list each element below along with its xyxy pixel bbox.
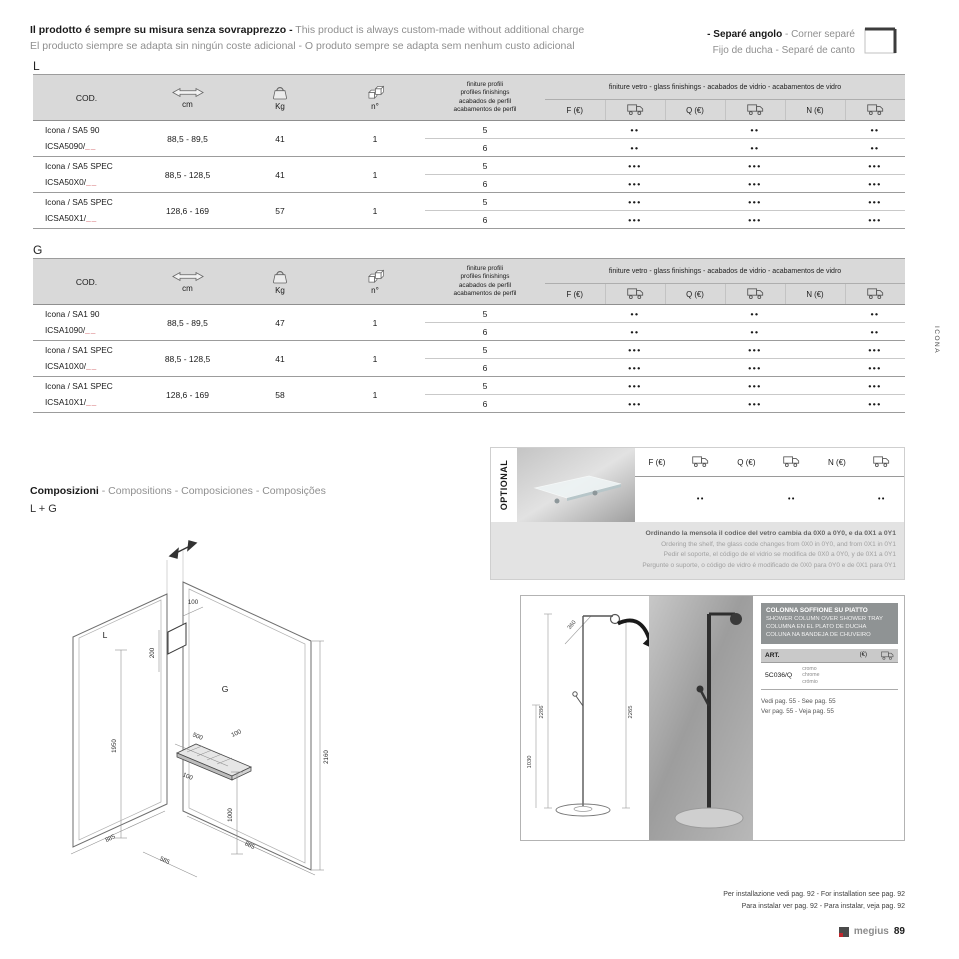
delivery-q: ••• [725,359,785,377]
title-portuguese: COLUNA NA BANDEJA DE CHUVEIRO [766,631,871,638]
col-header-delivery-n [845,100,905,121]
delivery-n: •• [877,496,886,503]
delivery-truck-icon [881,651,894,660]
delivery-f: •• [630,124,640,135]
delivery-f: ••• [605,359,665,377]
delivery-n: •• [845,323,905,341]
price-q [665,305,725,323]
price-n [785,211,845,229]
col-header-n: N (€) [814,448,860,477]
col-header-cm: cm [140,259,235,305]
price-n [785,305,845,323]
col-header-kg: Kg [235,259,325,305]
package-count: 1 [372,317,378,328]
dim-200: 200 [149,647,156,659]
col-header-f: F (€) [635,448,679,477]
col-header-packages: n° [325,259,425,305]
price-f [545,157,605,175]
header-intro [30,22,584,55]
shower-column-image [649,596,753,840]
art-label: ART. [765,651,780,659]
dim-1000: 1000 [227,808,234,822]
delivery-q: •• [787,496,796,503]
price-n [785,359,845,377]
delivery-f: ••• [605,377,665,395]
product-type-english: - Corner separé [782,29,855,40]
caption-portuguese: Pergunte o suporte, o código de vidro é modificado de 0X0 para 0Y0 e de 0X1 para 0Y1 [642,561,896,569]
shower-column-photo [649,596,753,840]
delivery-f: •• [605,139,665,157]
page-number: 89 [893,926,905,937]
col-header-delivery-q [770,448,814,477]
width-range: 128,6 - 169 [140,193,235,229]
product-cell [33,341,140,377]
delivery-q: ••• [725,341,785,359]
dim-100-top: 100 [187,599,199,606]
delivery-n: ••• [845,377,905,395]
price-q [665,193,725,211]
package-count: 1 [325,193,425,229]
profile-finish: 6 [425,211,545,229]
glass-shelf-photo [517,448,635,522]
delivery-f: ••• [605,211,665,229]
product-code: ICSA5090/__ [45,140,97,151]
dim-885-right: 885 [243,840,256,851]
price-q [665,121,725,139]
width-arrow-icon [172,87,204,98]
col-header-delivery-n [860,448,904,477]
delivery-n: ••• [845,157,905,175]
price-q [665,323,725,341]
packages-icon [367,85,384,100]
product-type-line-2: Fijo de ducha - Separé de canto [712,44,855,56]
delivery-q: •• [750,124,760,135]
glass-shelf-image [517,448,635,522]
price-f [545,139,605,157]
column-outline [583,616,613,806]
product-name: Icona / SA5 SPEC [45,196,113,207]
product-row [33,121,905,139]
col-header-q: Q (€) [723,448,770,477]
delivery-q: ••• [725,211,785,229]
delivery-n: •• [870,124,880,135]
composition-iso-drawing [25,520,340,878]
delivery-n: •• [870,308,880,319]
price-q [665,395,725,413]
width-range: 88,5 - 89,5 [167,133,208,144]
delivery-q: ••• [725,175,785,193]
delivery-f: ••• [605,157,665,175]
col-header-packages: n° [325,75,425,121]
optional-section [490,447,905,580]
caption-italian: Ordinando la mensola il codice del vetro cambia da 0X0 a 0Y0, e da 0X1 a 0Y1 [645,530,896,537]
product-type-line-1 [707,27,855,43]
col-header-delivery-n [845,284,905,305]
dim-2160: 2160 [323,750,330,764]
product-name: Icona / SA5 SPEC [45,160,113,171]
price-q [665,139,725,157]
profile-finish: 5 [425,341,545,359]
col-header-kg: Kg [235,75,325,121]
price-f [635,477,679,523]
weight-kg: 47 [275,317,285,328]
price-n [785,341,845,359]
dim-1030: 1030 [527,755,533,769]
width-range: 88,5 - 128,5 [140,341,235,377]
col-header-n-glass: N (€) [785,284,845,305]
brand-footer [700,926,905,937]
profile-finish: 5 [482,124,488,135]
delivery-q: ••• [725,395,785,413]
price-n [785,323,845,341]
title-spanish: COLUMNA EN EL PLATO DE DUCHA [766,623,867,630]
price-q [665,359,725,377]
glass-finishes-header: finiture vetro - glass finishings - acabados de vidrio - acabamentos de vidro [545,259,905,284]
see-page-reference: Vedi pag. 55 - See pag. 55 Ver pag. 55 - Veja pag. 55 [761,697,836,716]
product-cell [33,305,140,341]
delivery-n: •• [845,139,905,157]
delivery-truck-icon [867,288,884,299]
price-n [785,139,845,157]
installation-note: Per installazione vedi pag. 92 - For installation see pag. 92 Para instalar ver pag. 92 - Para instalar, veja pag. 92 [723,891,905,910]
col-header-profiles: finiture profili profiles finishings acabados de perfil acabamentos de perfil [425,75,545,121]
product-code: ICSA50X1/__ [45,212,98,223]
delivery-truck-icon [783,456,800,467]
dim-885-left: 885 [104,833,117,844]
package-count: 1 [325,377,425,413]
price-f [545,395,605,413]
optional-label-wrap [491,448,517,522]
delivery-truck-icon [747,288,764,299]
weight-kg: 58 [235,377,325,413]
profile-finish: 5 [425,377,545,395]
price-n [785,377,845,395]
delivery-q: ••• [725,193,785,211]
dim-360: 360 [566,619,578,631]
col-header-cod: COD. [33,75,140,121]
delivery-f: •• [696,496,705,503]
delivery-f: ••• [605,395,665,413]
price-f [545,305,605,323]
dim-100-shelf-2: 100 [181,771,194,782]
price-q [665,175,725,193]
dim-2286: 2286 [539,705,545,719]
section-label-l: L [33,59,40,73]
product-name: Icona / SA1 SPEC [45,344,113,355]
corner-separe-icon [861,24,899,58]
product-type [707,27,855,58]
product-code: ICSA10X0/__ [45,360,98,371]
dim-585: 585 [158,855,171,866]
delivery-f: ••• [605,341,665,359]
glass-finishes-header: finiture vetro - glass finishings - acabados de vidrio - acabamentos de vidro [545,75,905,100]
product-type-italian: - Separé angolo [707,29,783,40]
finish-names: cromo chrome crómio [802,665,820,685]
shower-column-section [520,595,905,841]
price-n [785,193,845,211]
spec-table-l [33,74,905,229]
product-code: ICSA10X1/__ [45,396,98,407]
compositions-title: Composizioni - Compositions - Composiciones - Composições [30,485,326,497]
col-header-cm: cm [140,75,235,121]
profile-finish: 6 [425,359,545,377]
megius-logo-icon [839,927,849,937]
section-label-g: G [33,243,43,257]
col-header-n-glass: N (€) [785,100,845,121]
intro-line-2: El producto siempre se adapta sin ningún coste adicional - O produto sempre se adapta sem nenhum custo adicional [30,40,575,53]
art-table-header [761,649,898,663]
delivery-truck-icon [627,288,644,299]
package-count: 1 [325,157,425,193]
width-range: 128,6 - 169 [140,377,235,413]
delivery-f: •• [630,308,640,319]
product-name: Icona / SA1 SPEC [45,380,113,391]
product-cell [33,157,140,193]
caption-spanish: Pedir el soporte, el código de el vidrio se modifica de 0X0 a 0Y0, y de 0X1 a 0Y1 [663,551,896,559]
price-f [545,377,605,395]
price-f [545,341,605,359]
width-arrow-icon [172,271,204,282]
spec-table-g [33,258,905,413]
weight-kg: 41 [235,341,325,377]
brand-name: megius [853,926,889,937]
dim-100-shelf: 100 [230,728,243,739]
col-header-delivery-f [679,448,723,477]
collection-side-label: ICONA [933,326,940,355]
price-f [545,121,605,139]
intro-english: This product is always custom-made without additional charge [292,24,585,36]
col-header-cod: COD. [33,259,140,305]
title-english: SHOWER COLUMN OVER SHOWER TRAY [766,615,883,622]
delivery-truck-icon [867,104,884,115]
col-header-delivery-f [605,284,665,305]
price-n [785,157,845,175]
product-row [33,157,905,175]
profile-finish: 5 [482,308,488,319]
dim-2265: 2265 [628,705,634,719]
price-q [665,341,725,359]
packages-icon [367,269,384,284]
product-cell [33,193,140,229]
product-cell [33,121,140,157]
product-row [33,305,905,323]
width-range: 88,5 - 89,5 [167,317,208,328]
panel-label-l: L [102,630,108,640]
optional-glass-table [635,448,904,522]
panel-label-g: G [221,684,229,694]
delivery-truck-icon [627,104,644,115]
product-row [33,341,905,359]
glass-panels [73,582,311,870]
delivery-f: ••• [605,175,665,193]
price-n [785,121,845,139]
weight-kg: 41 [235,157,325,193]
delivery-q: •• [725,323,785,341]
delivery-n: ••• [845,211,905,229]
price-n [814,477,860,523]
profile-finish: 6 [425,175,545,193]
optional-caption [491,522,904,579]
price-f [545,323,605,341]
price-q [723,477,770,523]
delivery-f: ••• [605,193,665,211]
col-header-q: Q (€) [665,284,725,305]
intro-line-1 [30,22,584,38]
delivery-n: ••• [845,359,905,377]
weight-kg: 41 [275,133,285,144]
price-f [545,211,605,229]
product-cell [33,377,140,413]
profile-finish: 6 [425,139,545,157]
art-table-row [761,663,898,690]
col-header-delivery-q [725,100,785,121]
package-count: 1 [325,341,425,377]
product-code: ICSA1090/__ [45,324,97,335]
col-header-delivery-f [605,100,665,121]
weight-icon [271,269,289,284]
col-header-profiles: finiture profili profiles finishings acabados de perfil acabamentos de perfil [425,259,545,305]
product-name: Icona / SA1 90 [45,308,100,319]
package-count: 1 [372,133,378,144]
price-n [785,175,845,193]
optional-label: OPTIONAL [499,459,509,511]
product-name: Icona / SA5 90 [45,124,100,135]
product-code: ICSA50X0/__ [45,176,98,187]
dim-500: 500 [191,731,204,742]
delivery-q: •• [725,139,785,157]
delivery-q: •• [750,308,760,319]
title-italian: COLONNA SOFFIONE SU PIATTO [766,607,868,614]
width-range: 88,5 - 128,5 [140,157,235,193]
col-header-f: F (€) [545,100,605,121]
delivery-n: ••• [845,193,905,211]
delivery-q: ••• [725,157,785,175]
profile-finish: 5 [425,193,545,211]
price-q [665,157,725,175]
delivery-truck-icon [747,104,764,115]
delivery-n: ••• [845,395,905,413]
delivery-n: ••• [845,175,905,193]
delivery-truck-icon [873,456,890,467]
delivery-n: ••• [845,341,905,359]
weight-icon [271,85,289,100]
price-n [785,395,845,413]
price-q [665,377,725,395]
profile-finish: 6 [425,395,545,413]
caption-english: Ordering the shelf, the glass code changes from 0X0 in 0Y0, and from 0X1 in 0Y1 [661,540,896,548]
intro-italian: Il prodotto é sempre su misura senza sovrapprezzo - [30,24,293,36]
weight-kg: 57 [235,193,325,229]
col-header-q: Q (€) [665,100,725,121]
col-header-f: F (€) [545,284,605,305]
product-row [33,377,905,395]
delivery-q: ••• [725,377,785,395]
delivery-f: •• [605,323,665,341]
price-f [545,359,605,377]
shower-column-title [761,603,898,644]
price-column-label: (€) [859,652,867,659]
price-f [545,193,605,211]
col-header-delivery-q [725,284,785,305]
delivery-truck-icon [692,456,709,467]
profile-finish: 6 [425,323,545,341]
profile-finish: 5 [425,157,545,175]
price-f [545,175,605,193]
product-row [33,193,905,211]
dim-1950: 1950 [111,739,118,753]
price-q [665,211,725,229]
composition-combo-label: L + G [30,503,57,515]
art-code: 5C036/Q [765,672,793,680]
